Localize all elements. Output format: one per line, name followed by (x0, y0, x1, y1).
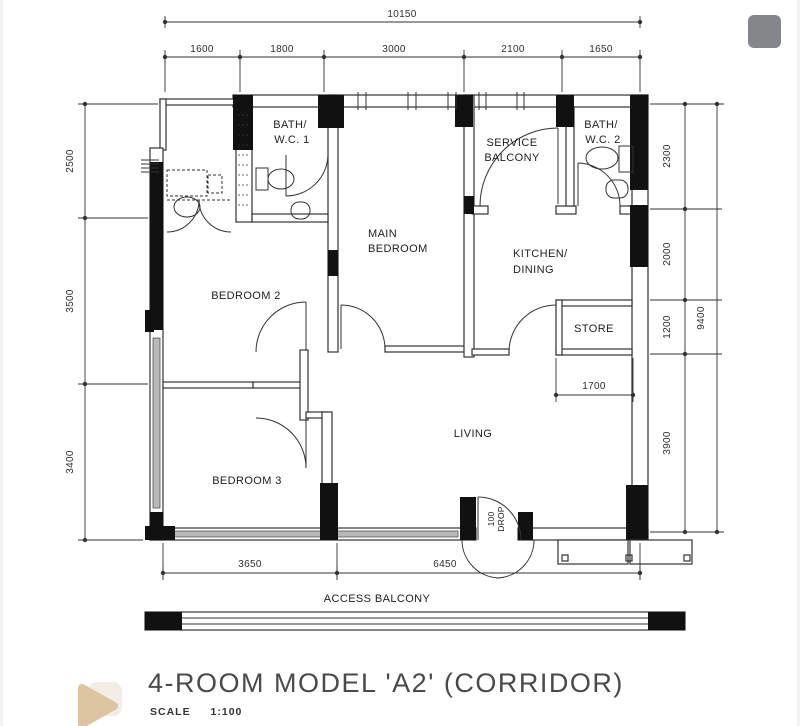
dim-right-overall: 9400 (696, 306, 707, 330)
play-triangle-icon (70, 680, 130, 726)
dim-right-seg-2: 2000 (662, 242, 673, 266)
dim-bottom-seg-1: 3650 (238, 559, 262, 570)
dim-bottom-seg-2: 6450 (433, 559, 457, 570)
service-boxes (558, 540, 692, 564)
entrance-drop-label-line2: DROP (496, 506, 506, 532)
room-label-bedroom3: BEDROOM 3 (212, 475, 282, 487)
dim-top-seg-4: 2100 (501, 44, 525, 55)
room-label-bedroom2: BEDROOM 2 (211, 290, 281, 302)
dim-right-seg-4: 3900 (662, 431, 673, 455)
scale-label: SCALE (150, 706, 191, 718)
dim-top-seg-5: 1650 (589, 44, 613, 55)
room-label-main-bedroom-line1: MAIN (368, 228, 398, 240)
access-balcony-rail (145, 612, 685, 630)
dim-left-seg-2: 3500 (65, 289, 76, 313)
walls (150, 95, 648, 540)
room-label-bath2-line2: W.C. 2 (585, 134, 621, 146)
door-swings (167, 128, 620, 578)
dim-top-overall: 10150 (387, 9, 417, 20)
room-label-bath2-line1: BATH/ (584, 119, 618, 131)
dim-top-seg-3: 3000 (382, 44, 406, 55)
room-label-bath1-line2: W.C. 1 (274, 134, 310, 146)
room-label-kitchen-line1: KITCHEN/ (513, 248, 568, 260)
dim-left-seg-1: 2500 (65, 149, 76, 173)
dim-left-seg-3: 3400 (65, 450, 76, 474)
dim-top-seg-1: 1600 (190, 44, 214, 55)
room-label-main-bedroom-line2: BEDROOM (368, 243, 428, 255)
gray-square-overlay (748, 15, 781, 48)
drawing-scale (150, 706, 242, 718)
room-label-access-balcony: ACCESS BALCONY (323, 593, 431, 605)
dim-top-seg-2: 1800 (270, 44, 294, 55)
dim-right-seg-1: 2300 (662, 144, 673, 168)
play-triangle-overlay (70, 680, 130, 726)
dim-store-width: 1700 (582, 381, 606, 392)
room-label-bath1-line1: BATH/ (273, 119, 307, 131)
room-label-service-balcony-line2: BALCONY (484, 152, 540, 164)
drawing-title: 4-ROOM MODEL 'A2' (CORRIDOR) (148, 668, 624, 698)
room-label-store: STORE (574, 323, 614, 335)
room-label-kitchen-line2: DINING (513, 264, 554, 276)
room-label-living: LIVING (453, 428, 493, 440)
room-label-service-balcony-line1: SERVICE (486, 137, 538, 149)
scale-value: 1:100 (210, 706, 243, 718)
dim-right-seg-3: 1200 (662, 315, 673, 339)
left-edge-strip (0, 0, 3, 726)
entrance-drop-label-line1: 100 (486, 511, 496, 527)
